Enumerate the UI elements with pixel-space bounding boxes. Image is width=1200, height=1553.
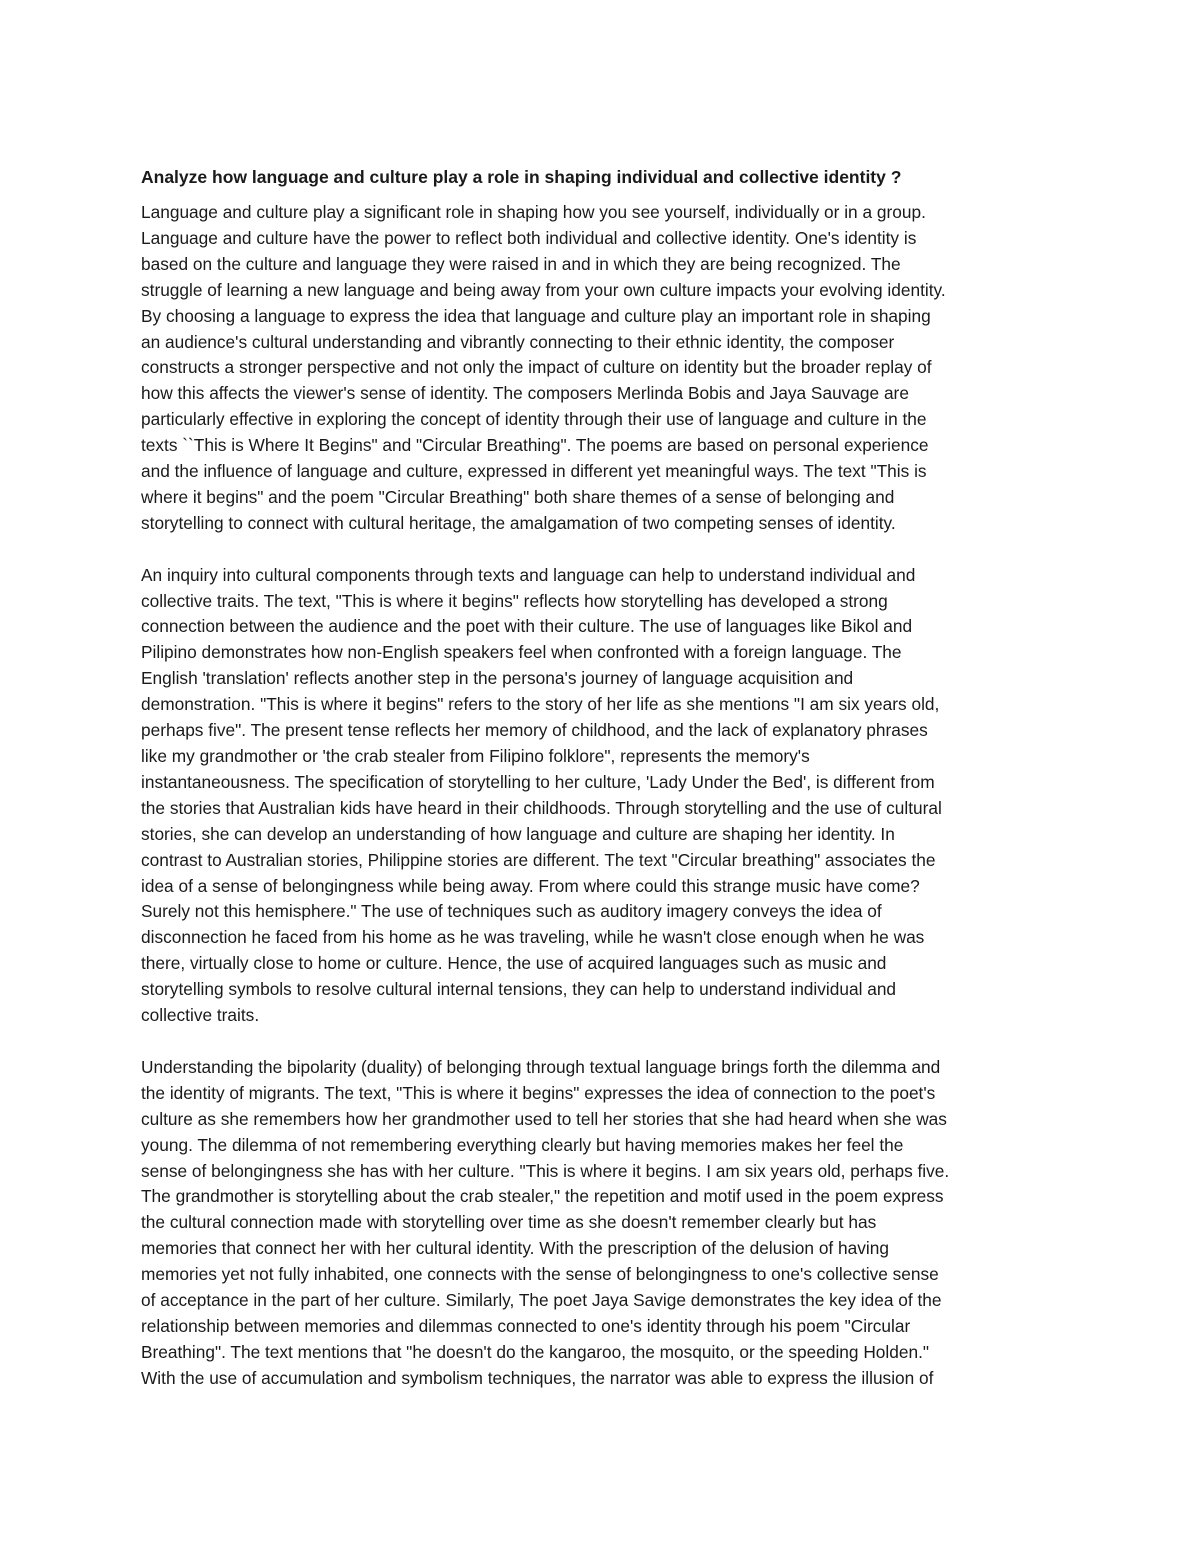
text-line: an audience's cultural understanding and vibrantly connecting to their ethnic identity, the composer — [141, 331, 895, 352]
text-line: texts ``This is Where It Begins" and "Circular Breathing". The poems are based on personal experience — [141, 435, 929, 456]
text-line: instantaneousness. The specification of storytelling to her culture, 'Lady Under the Bed', is different from — [141, 771, 935, 792]
text-line: With the use of accumulation and symbolism techniques, the narrator was able to express the illusion of — [141, 1367, 934, 1388]
text-line: particularly effective in exploring the concept of identity through their use of language and culture in the — [141, 409, 927, 430]
text-line: Pilipino demonstrates how non-English speakers feel when confronted with a foreign language. The — [141, 642, 902, 663]
text-line: constructs a stronger perspective and not only the impact of culture on identity but the broader replay of — [141, 357, 932, 378]
text-line: Understanding the bipolarity (duality) of belonging through textual language brings forth the dilemma and — [141, 1056, 941, 1077]
paragraph-2 — [141, 563, 1063, 1029]
paragraph-gap — [141, 537, 1063, 563]
text-line: the stories that Australian kids have heard in their childhoods. Through storytelling and the use of cultural — [141, 797, 942, 818]
text-line: sense of belongingness she has with her culture. "This is where it begins. I am six years old, perhaps five. — [141, 1160, 950, 1181]
text-line: perhaps five". The present tense reflects her memory of childhood, and the lack of explanatory phrases — [141, 720, 928, 741]
text-line: Surely not this hemisphere." The use of techniques such as auditory imagery conveys the idea of — [141, 901, 882, 922]
paragraph-list — [141, 200, 1063, 1392]
text-line: the cultural connection made with storytelling over time as she doesn't remember clearly but has — [141, 1212, 877, 1233]
text-line: The grandmother is storytelling about the crab stealer," the repetition and motif used in the poem express — [141, 1186, 944, 1207]
text-line: where it begins" and the poem "Circular Breathing" both share themes of a sense of belonging and — [141, 486, 895, 507]
text-line: An inquiry into cultural components through texts and language can help to understand individual and — [141, 564, 916, 585]
text-line: Language and culture have the power to reflect both individual and collective identity. One's identity is — [141, 227, 917, 248]
text-line: connection between the audience and the poet with their culture. The use of languages like Bikol and — [141, 616, 913, 637]
text-line: By choosing a language to express the idea that language and culture play an important role in shaping — [141, 305, 931, 326]
text-line: Language and culture play a significant role in shaping how you see yourself, individually or in a group. — [141, 202, 926, 222]
text-line: young. The dilemma of not remembering everything clearly but having memories makes her feel the — [141, 1134, 904, 1155]
text-line: how this affects the viewer's sense of identity. The composers Merlinda Bobis and Jaya Sauvage are — [141, 383, 909, 404]
document-title: Analyze how language and culture play a role in shaping individual and collective identity ? — [141, 167, 902, 187]
text-line: memories that connect her with her cultural identity. With the prescription of the delusion of having — [141, 1238, 889, 1259]
text-line: disconnection he faced from his home as he was traveling, while he wasn't close enough when he was — [141, 927, 925, 948]
paragraph-gap — [141, 1029, 1063, 1055]
text-line: there, virtually close to home or culture. Hence, the use of acquired languages such as music and — [141, 953, 887, 974]
text-line: relationship between memories and dilemmas connected to one's identity through his poem "Circular — [141, 1315, 911, 1336]
text-line: culture as she remembers how her grandmother used to tell her stories that she had heard when she was — [141, 1108, 947, 1129]
text-line: collective traits. — [141, 1005, 260, 1026]
document-body — [141, 164, 1063, 1392]
text-line: collective traits. The text, "This is where it begins" reflects how storytelling has developed a strong — [141, 590, 888, 611]
text-line: like my grandmother or 'the crab stealer from Filipino folklore", represents the memory's — [141, 746, 810, 767]
text-line: demonstration. "This is where it begins" refers to the story of her life as she mentions "I am six years old, — [141, 694, 940, 715]
text-line: storytelling to connect with cultural heritage, the amalgamation of two competing senses of identity. — [141, 512, 896, 533]
text-line: the identity of migrants. The text, "This is where it begins" expresses the idea of connection to the poet's — [141, 1082, 936, 1103]
text-line: memories yet not fully inhabited, one connects with the sense of belongingness to one's collective sense — [141, 1264, 939, 1285]
text-line: and the influence of language and culture, expressed in different yet meaningful ways. The text "This is — [141, 461, 927, 482]
text-line: storytelling symbols to resolve cultural internal tensions, they can help to understand individual and — [141, 979, 897, 1000]
paragraph-1 — [141, 200, 1063, 537]
text-line: stories, she can develop an understanding of how language and culture are shaping her identity. In — [141, 823, 895, 844]
text-line: struggle of learning a new language and being away from your own culture impacts your evolving identity. — [141, 279, 946, 300]
text-line: Breathing". The text mentions that "he doesn't do the kangaroo, the mosquito, or the speeding Holden." — [141, 1341, 930, 1362]
text-line: contrast to Australian stories, Philippine stories are different. The text "Circular breathing" associates the — [141, 849, 936, 870]
paragraph-3 — [141, 1055, 1063, 1392]
text-line: English 'translation' reflects another step in the persona's journey of language acquisition and — [141, 668, 854, 689]
text-line: idea of a sense of belongingness while being away. From where could this strange music have come? — [141, 875, 920, 896]
text-line: of acceptance in the part of her culture. Similarly, The poet Jaya Savige demonstrates the key idea of the — [141, 1290, 942, 1311]
text-line: based on the culture and language they were raised in and in which they are being recognized. The — [141, 253, 901, 274]
